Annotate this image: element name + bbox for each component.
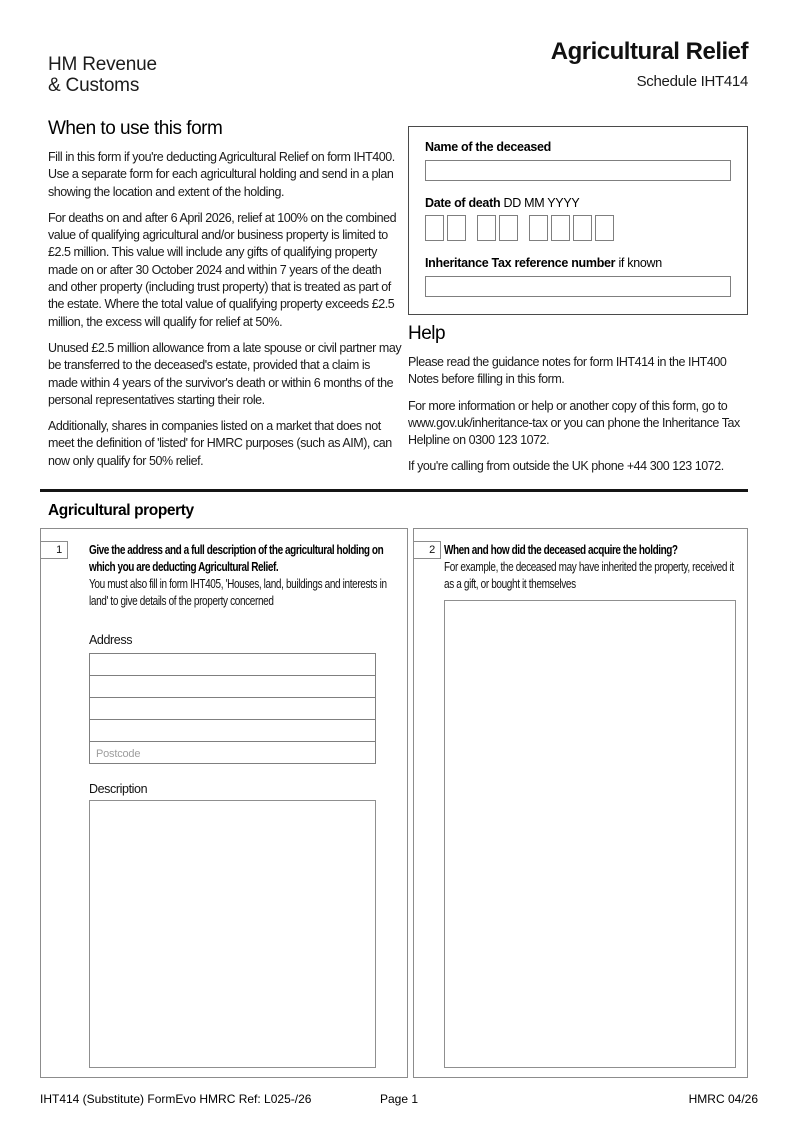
help-heading: Help — [408, 323, 446, 344]
form-masthead — [551, 38, 748, 90]
address-label: Address — [89, 633, 133, 647]
page-footer — [40, 1092, 758, 1106]
date-month-cell-2[interactable] — [499, 215, 518, 241]
hmrc-logo — [48, 54, 157, 96]
when-to-use-heading: When to use this form — [48, 118, 223, 139]
question-1-number: 1 — [40, 541, 68, 559]
when-to-use-section — [48, 118, 402, 479]
question-2-normal-text: For example, the deceased may have inherited the property, received it as a gift, or bought it themselves — [444, 560, 734, 591]
date-year-cell-3[interactable] — [573, 215, 592, 241]
help-paragraph: Please read the guidance notes for form IHT414 in the IHT400 Notes before filling in this form. — [408, 355, 727, 387]
date-format-hint: DD MM YYYY — [503, 196, 580, 210]
name-of-deceased-input[interactable] — [425, 160, 731, 181]
name-of-deceased-label: Name of the deceased — [425, 140, 551, 154]
question-2-text — [444, 542, 742, 593]
description-textarea[interactable] — [89, 800, 376, 1068]
hmrc-logo-line1: HM Revenue — [48, 54, 157, 75]
hmrc-logo-line2: & Customs — [48, 75, 140, 96]
form-title: Agricultural Relief — [550, 38, 748, 65]
address-line-1-input[interactable] — [89, 653, 376, 676]
question-2-number: 2 — [413, 541, 441, 559]
address-line-3-input[interactable] — [89, 697, 376, 720]
address-line-4-input[interactable] — [89, 719, 376, 742]
postcode-input[interactable] — [89, 741, 376, 764]
date-day-cell-1[interactable] — [425, 215, 444, 241]
when-to-use-paragraph: Additionally, shares in companies listed on a market that does not meet the definition of 'listed' for HMRC purposes (such as AIM), can now only qualify for 50% relief. — [48, 419, 392, 468]
agricultural-property-heading: Agricultural property — [48, 502, 194, 519]
date-of-death-label: Date of death DD MM YYYY — [425, 196, 580, 210]
address-input-stack — [89, 653, 376, 764]
iht-reference-input[interactable] — [425, 276, 731, 297]
date-year-cell-4[interactable] — [595, 215, 614, 241]
deceased-details-box — [408, 126, 748, 315]
form-subtitle: Schedule IHT414 — [636, 73, 748, 90]
question-2-box — [413, 528, 748, 1078]
date-day-cell-2[interactable] — [447, 215, 466, 241]
date-year-cell-2[interactable] — [551, 215, 570, 241]
question-1-normal-text: You must also fill in form IHT405, 'Houses, land, buildings and interests in land' to give details of the property concerned — [89, 577, 387, 608]
help-section — [408, 323, 756, 485]
iht-reference-suffix: if known — [618, 256, 662, 270]
question-2-answer-textarea[interactable] — [444, 600, 736, 1068]
question-2-bold-text: When and how did the deceased acquire the holding? — [444, 543, 678, 557]
footer-page-number: Page 1 — [379, 1092, 419, 1106]
description-label: Description — [89, 782, 148, 796]
help-paragraph: If you're calling from outside the UK phone +44 300 123 1072. — [408, 459, 724, 474]
question-1-box — [40, 528, 408, 1078]
date-year-cell-1[interactable] — [529, 215, 548, 241]
question-1-bold-text: Give the address and a full description of the agricultural holding on which you are deducting Agricultural Relief. — [89, 543, 384, 574]
date-month-cell-1[interactable] — [477, 215, 496, 241]
iht-reference-label: Inheritance Tax reference number if known — [425, 256, 662, 270]
when-to-use-paragraph: For deaths on and after 6 April 2026, relief at 100% on the combined value of qualifying agricultural and/or business property is limited to £2.5 million. This value will include any gifts of qualifying property made on or after 30 October 2024 and within 7 years of the death and other property (including trust property) that is treated as part of the estate. Where the total value of qualifying property exceeds £2.5 million, the excess will qualify for relief at 50%. — [48, 210, 397, 329]
when-to-use-paragraph: Fill in this form if you're deducting Agricultural Relief on form IHT400. Use a separate form for each agricultural holding and send in a plan showing the location and extent of the holding. — [48, 150, 395, 199]
footer-hmrc-version: HMRC 04/26 — [688, 1092, 758, 1106]
when-to-use-paragraph: Unused £2.5 million allowance from a late spouse or civil partner may be transferred to the deceased's estate, provided that a claim is made within 4 years of the survivor's death or within 6 months of the personal representatives starting their role. — [48, 340, 402, 407]
section-divider-rule — [40, 489, 748, 492]
date-of-death-cells — [425, 215, 731, 241]
help-paragraph: For more information or help or another copy of this form, go to www.gov.uk/inheritance-tax or you can phone the Inheritance Tax Helpline on 0300 123 1072. — [408, 398, 740, 448]
address-line-2-input[interactable] — [89, 675, 376, 698]
footer-form-reference: IHT414 (Substitute) FormEvo HMRC Ref: L025-/26 — [40, 1092, 312, 1106]
question-1-text — [89, 542, 399, 610]
